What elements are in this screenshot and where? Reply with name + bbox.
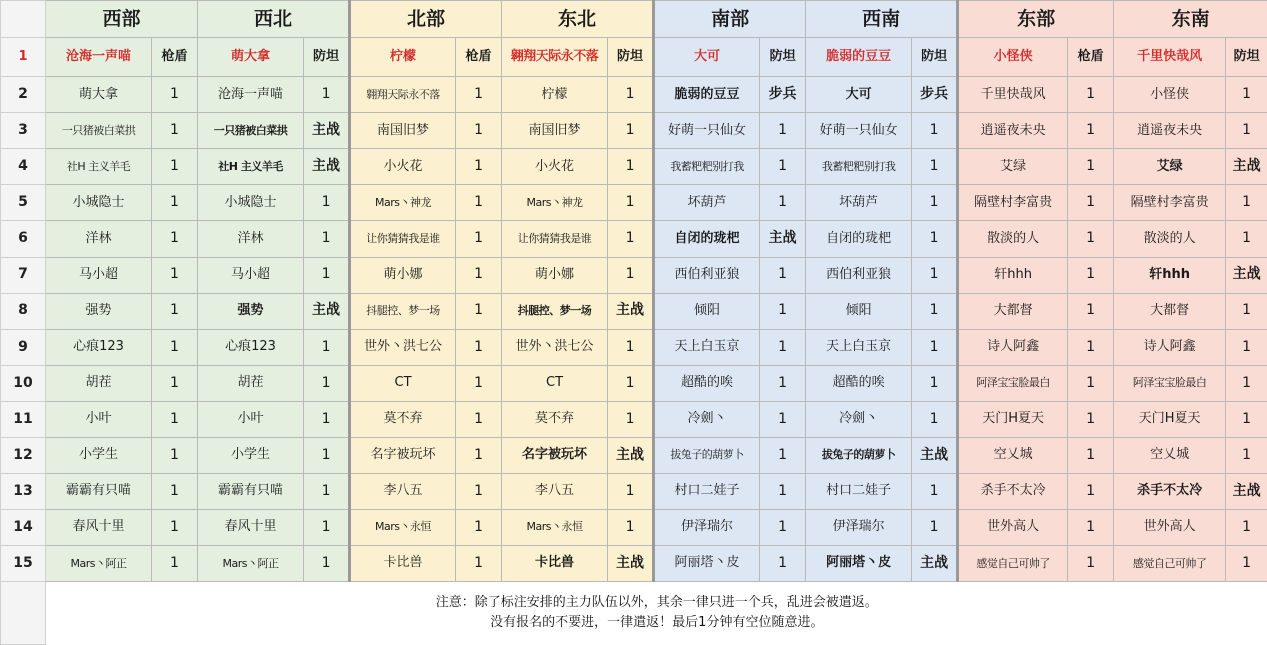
member-role: 1 (1068, 113, 1114, 149)
captain-name: 千里快哉风 (1114, 38, 1226, 77)
member-name: 社H 主义羊毛 (198, 149, 304, 185)
member-name: 超酷的唉 (654, 365, 760, 401)
region-north: 北部 (350, 1, 502, 38)
member-name: 李八五 (350, 473, 456, 509)
roster-row (1, 221, 1267, 257)
member-name: 村口二娃子 (654, 473, 760, 509)
member-role: 1 (1068, 257, 1114, 293)
member-role: 1 (1068, 221, 1114, 257)
member-role: 1 (912, 401, 958, 437)
member-role: 主战 (760, 221, 806, 257)
member-name: 我蓄粑粑别打我 (806, 149, 912, 185)
region-south: 南部 (654, 1, 806, 38)
member-role: 1 (304, 329, 350, 365)
member-role: 1 (608, 509, 654, 545)
captain-name: 大可 (654, 38, 760, 77)
member-role: 1 (912, 473, 958, 509)
member-name: 轩hhh (958, 257, 1068, 293)
member-role: 1 (608, 77, 654, 113)
member-role: 1 (1068, 437, 1114, 473)
member-name: 世外高人 (958, 509, 1068, 545)
member-role: 1 (152, 113, 198, 149)
member-name: 小叶 (198, 401, 304, 437)
member-name: 世外丶洪七公 (502, 329, 608, 365)
member-name: 轩hhh (1114, 257, 1226, 293)
member-role: 1 (912, 185, 958, 221)
member-role: 1 (912, 149, 958, 185)
member-name: 好萌一只仙女 (806, 113, 912, 149)
member-name: 天门H夏天 (1114, 401, 1226, 437)
member-name: 坏葫芦 (654, 185, 760, 221)
member-name: 萌小娜 (350, 257, 456, 293)
member-name: 小城隐士 (46, 185, 152, 221)
member-role: 主战 (608, 293, 654, 329)
member-role: 1 (1226, 221, 1267, 257)
member-name: 心痕123 (46, 329, 152, 365)
member-name: 小学生 (46, 437, 152, 473)
member-role: 1 (152, 293, 198, 329)
roster-row (1, 546, 1267, 582)
member-name: 冷劍丶 (654, 401, 760, 437)
member-name: 拔兔子的葫萝卜 (654, 437, 760, 473)
member-role: 1 (1226, 113, 1267, 149)
roster-row (1, 473, 1267, 509)
member-name: 萌大拿 (46, 77, 152, 113)
member-name: 卡比兽 (350, 546, 456, 582)
member-role: 1 (304, 509, 350, 545)
captain-role: 防坦 (1226, 38, 1267, 77)
member-name: 洋林 (46, 221, 152, 257)
captain-name: 萌大拿 (198, 38, 304, 77)
member-role: 1 (912, 257, 958, 293)
region-header-row (1, 1, 1267, 38)
member-role: 1 (152, 437, 198, 473)
member-name: 诗人阿鑫 (958, 329, 1068, 365)
member-role: 1 (1226, 401, 1267, 437)
member-name: 洋林 (198, 221, 304, 257)
member-name: 脆弱的豆豆 (654, 77, 760, 113)
member-name: 强势 (46, 293, 152, 329)
member-name: Mars丶永恒 (502, 509, 608, 545)
roster-row (1, 113, 1267, 149)
member-role: 1 (760, 365, 806, 401)
member-name: 沧海一声喵 (198, 77, 304, 113)
region-west: 西部 (46, 1, 198, 38)
member-role: 主战 (912, 437, 958, 473)
member-role: 1 (1226, 77, 1267, 113)
member-name: 村口二娃子 (806, 473, 912, 509)
member-role: 1 (1068, 185, 1114, 221)
captain-role: 枪盾 (1068, 38, 1114, 77)
member-role: 1 (1068, 293, 1114, 329)
member-role: 主战 (912, 546, 958, 582)
member-role: 1 (456, 77, 502, 113)
member-name: CT (350, 365, 456, 401)
row-number: 13 (1, 473, 46, 509)
member-role: 1 (304, 185, 350, 221)
member-name: 社H 主义羊毛 (46, 149, 152, 185)
captain-name: 沧海一声喵 (46, 38, 152, 77)
member-role: 主战 (1226, 473, 1267, 509)
member-name: 杀手不太冷 (1114, 473, 1226, 509)
member-role: 1 (608, 149, 654, 185)
member-name: Mars丶永恒 (350, 509, 456, 545)
member-role: 1 (456, 185, 502, 221)
member-name: 千里快哉风 (958, 77, 1068, 113)
notice-text (46, 582, 1267, 645)
member-role: 主战 (1226, 257, 1267, 293)
member-role: 1 (152, 473, 198, 509)
member-name: 世外高人 (1114, 509, 1226, 545)
member-role: 1 (760, 257, 806, 293)
member-name: 天上白玉京 (806, 329, 912, 365)
member-role: 1 (456, 221, 502, 257)
region-northeast: 东北 (502, 1, 654, 38)
captain-role: 枪盾 (152, 38, 198, 77)
member-name: 感觉自己可帅了 (958, 546, 1068, 582)
member-role: 1 (304, 437, 350, 473)
member-name: 小城隐士 (198, 185, 304, 221)
member-role: 1 (152, 329, 198, 365)
member-role: 主战 (304, 113, 350, 149)
member-role: 1 (608, 221, 654, 257)
notes-row (1, 582, 1267, 645)
member-name: 名字被玩坏 (502, 437, 608, 473)
member-role: 1 (1226, 329, 1267, 365)
member-role: 1 (1068, 149, 1114, 185)
member-name: 天上白玉京 (654, 329, 760, 365)
member-name: 天门H夏天 (958, 401, 1068, 437)
row-number-corner (1, 1, 46, 38)
member-role: 1 (760, 329, 806, 365)
member-role: 1 (456, 473, 502, 509)
row-number: 1 (1, 38, 46, 77)
row-number: 7 (1, 257, 46, 293)
roster-row (1, 149, 1267, 185)
member-name: 心痕123 (198, 329, 304, 365)
member-role: 1 (760, 113, 806, 149)
member-name: CT (502, 365, 608, 401)
member-role: 1 (456, 401, 502, 437)
member-role: 1 (152, 509, 198, 545)
member-name: 小叶 (46, 401, 152, 437)
member-role: 1 (152, 149, 198, 185)
region-southwest: 西南 (806, 1, 958, 38)
member-role: 1 (608, 257, 654, 293)
row-number: 2 (1, 77, 46, 113)
member-name: 霸霸有只喵 (46, 473, 152, 509)
member-name: 让你猜猜我是谁 (350, 221, 456, 257)
member-role: 1 (152, 546, 198, 582)
captain-role: 防坦 (304, 38, 350, 77)
member-role: 1 (304, 546, 350, 582)
roster-row (1, 437, 1267, 473)
member-name: 春风十里 (46, 509, 152, 545)
row-number: 3 (1, 113, 46, 149)
roster-row (1, 77, 1267, 113)
member-name: 小火花 (350, 149, 456, 185)
member-name: 我蓄粑粑别打我 (654, 149, 760, 185)
member-role: 1 (608, 185, 654, 221)
member-role: 1 (152, 257, 198, 293)
member-role: 1 (456, 329, 502, 365)
member-role: 1 (1068, 401, 1114, 437)
member-name: 感觉自己可帅了 (1114, 546, 1226, 582)
member-role: 1 (608, 401, 654, 437)
member-name: 倾阳 (654, 293, 760, 329)
row-number: 12 (1, 437, 46, 473)
member-role: 1 (608, 329, 654, 365)
member-name: 南国旧梦 (350, 113, 456, 149)
member-role: 1 (760, 149, 806, 185)
member-name: 莫不弃 (350, 401, 456, 437)
member-name: 萌小娜 (502, 257, 608, 293)
member-role: 1 (1226, 437, 1267, 473)
member-role: 主战 (304, 149, 350, 185)
region-southeast: 东南 (1114, 1, 1267, 38)
member-role: 1 (456, 509, 502, 545)
member-name: 艾绿 (958, 149, 1068, 185)
member-name: 春风十里 (198, 509, 304, 545)
member-role: 1 (608, 113, 654, 149)
member-role: 1 (760, 546, 806, 582)
member-role: 1 (1226, 293, 1267, 329)
row-number: 9 (1, 329, 46, 365)
member-name: 翱翔天际永不落 (350, 77, 456, 113)
notice-line-2: 没有报名的不要进，一律遣返！最后1分钟有空位随意进。 (490, 615, 824, 631)
member-name: 空乂城 (958, 437, 1068, 473)
member-name: 胡茬 (46, 365, 152, 401)
captain-name: 脆弱的豆豆 (806, 38, 912, 77)
member-name: 柠檬 (502, 77, 608, 113)
member-role: 主战 (304, 293, 350, 329)
member-role: 1 (760, 401, 806, 437)
member-name: 抖腿控、梦一场 (350, 293, 456, 329)
row-number: 15 (1, 546, 46, 582)
captain-role: 防坦 (608, 38, 654, 77)
member-role: 1 (1068, 365, 1114, 401)
member-name: 阿泽宝宝脸最白 (1114, 365, 1226, 401)
member-name: 西伯利亚狼 (654, 257, 760, 293)
member-role: 1 (760, 293, 806, 329)
member-role: 主战 (608, 546, 654, 582)
member-name: 名字被玩坏 (350, 437, 456, 473)
member-name: 大可 (806, 77, 912, 113)
row-number: 5 (1, 185, 46, 221)
roster-row (1, 509, 1267, 545)
member-name: 隔壁村李富贵 (958, 185, 1068, 221)
member-role: 1 (912, 293, 958, 329)
member-role: 1 (304, 257, 350, 293)
member-role: 1 (152, 77, 198, 113)
member-name: Mars丶阿正 (46, 546, 152, 582)
member-role: 1 (1068, 509, 1114, 545)
member-role: 1 (304, 473, 350, 509)
member-name: 好萌一只仙女 (654, 113, 760, 149)
member-name: 胡茬 (198, 365, 304, 401)
member-name: 空乂城 (1114, 437, 1226, 473)
member-name: 艾绿 (1114, 149, 1226, 185)
roster-row (1, 257, 1267, 293)
member-name: 让你猜猜我是谁 (502, 221, 608, 257)
member-role: 1 (760, 473, 806, 509)
member-name: 伊泽瑞尔 (806, 509, 912, 545)
member-role: 1 (912, 365, 958, 401)
member-role: 主战 (1226, 149, 1267, 185)
member-role: 1 (1068, 77, 1114, 113)
member-role: 1 (912, 221, 958, 257)
roster-row (1, 365, 1267, 401)
notice-line-1: 注意：除了标注安排的主力队伍以外，其余一律只进一个兵，乱进会被遣返。 (435, 595, 878, 611)
captain-role: 防坦 (912, 38, 958, 77)
member-name: 一只猪被白菜拱 (46, 113, 152, 149)
member-role: 1 (152, 365, 198, 401)
member-name: 小学生 (198, 437, 304, 473)
member-name: 李八五 (502, 473, 608, 509)
member-name: 强势 (198, 293, 304, 329)
member-name: Mars丶神龙 (350, 185, 456, 221)
roster-row (1, 401, 1267, 437)
member-name: 伊泽瑞尔 (654, 509, 760, 545)
member-role: 1 (1226, 546, 1267, 582)
row-number (1, 582, 46, 645)
member-role: 步兵 (760, 77, 806, 113)
roster-row (1, 293, 1267, 329)
member-name: 逍遥夜未央 (1114, 113, 1226, 149)
member-role: 1 (760, 509, 806, 545)
region-east: 东部 (958, 1, 1114, 38)
captain-name: 柠檬 (350, 38, 456, 77)
member-role: 1 (304, 365, 350, 401)
member-role: 1 (456, 257, 502, 293)
row-number: 14 (1, 509, 46, 545)
captain-row (1, 38, 1267, 77)
row-number: 4 (1, 149, 46, 185)
member-name: 小怪侠 (1114, 77, 1226, 113)
member-name: 诗人阿鑫 (1114, 329, 1226, 365)
member-role: 1 (152, 401, 198, 437)
member-name: 阿泽宝宝脸最白 (958, 365, 1068, 401)
member-name: Mars丶神龙 (502, 185, 608, 221)
member-name: 南国旧梦 (502, 113, 608, 149)
member-name: 超酷的唉 (806, 365, 912, 401)
member-role: 1 (760, 185, 806, 221)
roster-row (1, 329, 1267, 365)
member-name: 逍遥夜未央 (958, 113, 1068, 149)
member-role: 1 (456, 365, 502, 401)
member-name: 隔壁村李富贵 (1114, 185, 1226, 221)
member-role: 1 (456, 293, 502, 329)
roster-row (1, 185, 1267, 221)
member-name: 大都督 (958, 293, 1068, 329)
member-name: 自闭的珑杷 (806, 221, 912, 257)
member-role: 1 (912, 509, 958, 545)
member-name: 抖腿控、梦一场 (502, 293, 608, 329)
row-number: 11 (1, 401, 46, 437)
member-role: 步兵 (912, 77, 958, 113)
member-name: 冷劍丶 (806, 401, 912, 437)
member-name: 自闭的珑杷 (654, 221, 760, 257)
member-role: 1 (152, 185, 198, 221)
member-name: 一只猪被白菜拱 (198, 113, 304, 149)
row-number: 10 (1, 365, 46, 401)
member-name: 世外丶洪七公 (350, 329, 456, 365)
member-name: 坏葫芦 (806, 185, 912, 221)
member-name: Mars丶阿正 (198, 546, 304, 582)
member-name: 小火花 (502, 149, 608, 185)
member-name: 倾阳 (806, 293, 912, 329)
member-name: 阿丽塔丶皮 (806, 546, 912, 582)
captain-name: 小怪侠 (958, 38, 1068, 77)
region-northwest: 西北 (198, 1, 350, 38)
member-role: 1 (456, 546, 502, 582)
member-name: 卡比兽 (502, 546, 608, 582)
member-role: 1 (152, 221, 198, 257)
member-name: 莫不弃 (502, 401, 608, 437)
row-number: 6 (1, 221, 46, 257)
member-name: 西伯利亚狼 (806, 257, 912, 293)
captain-role: 防坦 (760, 38, 806, 77)
member-role: 1 (1226, 185, 1267, 221)
member-name: 马小超 (46, 257, 152, 293)
member-role: 1 (456, 437, 502, 473)
member-role: 1 (456, 113, 502, 149)
captain-name: 翱翔天际永不落 (502, 38, 608, 77)
member-name: 阿丽塔丶皮 (654, 546, 760, 582)
member-role: 1 (1068, 329, 1114, 365)
member-role: 1 (456, 149, 502, 185)
member-role: 1 (1226, 365, 1267, 401)
member-role: 1 (608, 365, 654, 401)
member-role: 1 (760, 437, 806, 473)
member-name: 大都督 (1114, 293, 1226, 329)
member-name: 散淡的人 (958, 221, 1068, 257)
member-name: 马小超 (198, 257, 304, 293)
member-role: 1 (912, 329, 958, 365)
captain-role: 枪盾 (456, 38, 502, 77)
member-role: 1 (608, 473, 654, 509)
member-name: 杀手不太冷 (958, 473, 1068, 509)
member-role: 1 (912, 113, 958, 149)
member-role: 1 (1226, 509, 1267, 545)
member-name: 霸霸有只喵 (198, 473, 304, 509)
row-number: 8 (1, 293, 46, 329)
member-role: 1 (304, 221, 350, 257)
member-name: 拔兔子的葫萝卜 (806, 437, 912, 473)
member-name: 散淡的人 (1114, 221, 1226, 257)
member-role: 1 (1068, 546, 1114, 582)
member-role: 1 (304, 401, 350, 437)
member-role: 1 (1068, 473, 1114, 509)
member-role: 1 (304, 77, 350, 113)
member-role: 主战 (608, 437, 654, 473)
